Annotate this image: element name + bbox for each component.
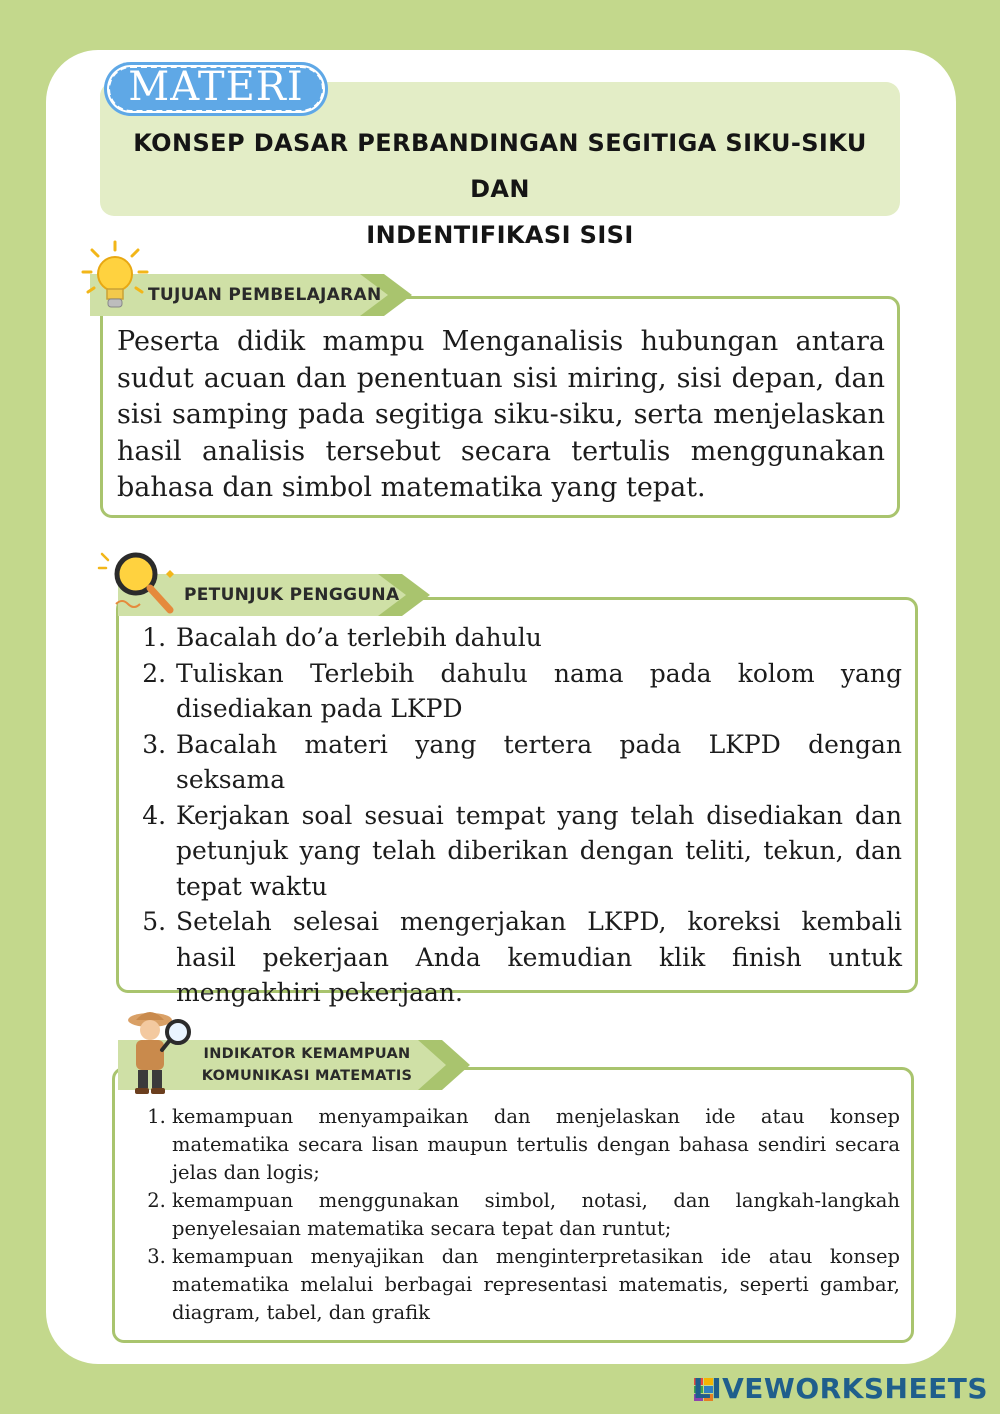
petunjuk-label: PETUNJUK PENGGUNA [184, 585, 400, 605]
materi-badge-label: MATERI [128, 64, 304, 110]
title-line-1: KONSEP DASAR PERBANDINGAN SEGITIGA SIKU-SIKU DAN [133, 129, 867, 203]
materi-badge [104, 62, 328, 116]
list-item: 4. Kerjakan soal sesuai tempat yang telah disediakan dan petunjuk yang telah diberikan dengan teliti, tekun, dan tepat waktu [174, 798, 902, 905]
tujuan-label: TUJUAN PEMBELAJARAN [148, 285, 382, 305]
list-item: 1. Bacalah do’a terlebih dahulu [174, 620, 902, 656]
list-item: 1. kemampuan menyampaikan dan menjelaskan ide atau konsep matematika secara lisan maupun tertulis dengan bahasa sendiri secara jelas dan logis; [172, 1103, 900, 1187]
list-item: 3. kemampuan menyajikan dan menginterpretasikan ide atau konsep matematika melalui berbagai representasi matematis, seperti gambar, diagram, tabel, dan grafik [172, 1243, 900, 1327]
tujuan-text: Peserta didik mampu Menganalisis hubungan antara sudut acuan dan penentuan sisi miring, sisi depan, dan sisi samping pada segitiga siku-siku, serta menjelaskan hasil analisis tersebut secara tertulis menggunakan bahasa dan simbol matematika yang tepat. [117, 326, 885, 503]
indikator-label-line-2: KOMUNIKASI MATEMATIS [201, 1068, 413, 1084]
title-line-2: INDENTIFIKASI SISI [366, 221, 634, 249]
magnifier-icon [96, 548, 182, 618]
liveworksheets-brand[interactable]: LIVEWORKSHEETS [692, 1372, 988, 1405]
indikator-label-line-1: INDIKATOR KEMAMPUAN [203, 1046, 411, 1062]
indikator-label [182, 1043, 432, 1087]
list-item: 3. Bacalah materi yang tertera pada LKPD dengan seksama [174, 727, 902, 798]
indikator-list [114, 1103, 900, 1327]
petunjuk-list [116, 620, 902, 1011]
explorer-character-icon [120, 1006, 196, 1098]
page-title [100, 120, 900, 258]
list-item: 5. Setelah selesai mengerjakan LKPD, koreksi kembali hasil pekerjaan Anda kemudian klik finish untuk mengakhiri pekerjaan. [174, 904, 902, 1011]
list-item: 2. Tuliskan Terlebih dahulu nama pada kolom yang disediakan pada LKPD [174, 656, 902, 727]
list-item: 2. kemampuan menggunakan simbol, notasi, dan langkah-langkah penyelesaian matematika secara tepat dan runtut; [172, 1187, 900, 1243]
lightbulb-icon [80, 240, 150, 314]
